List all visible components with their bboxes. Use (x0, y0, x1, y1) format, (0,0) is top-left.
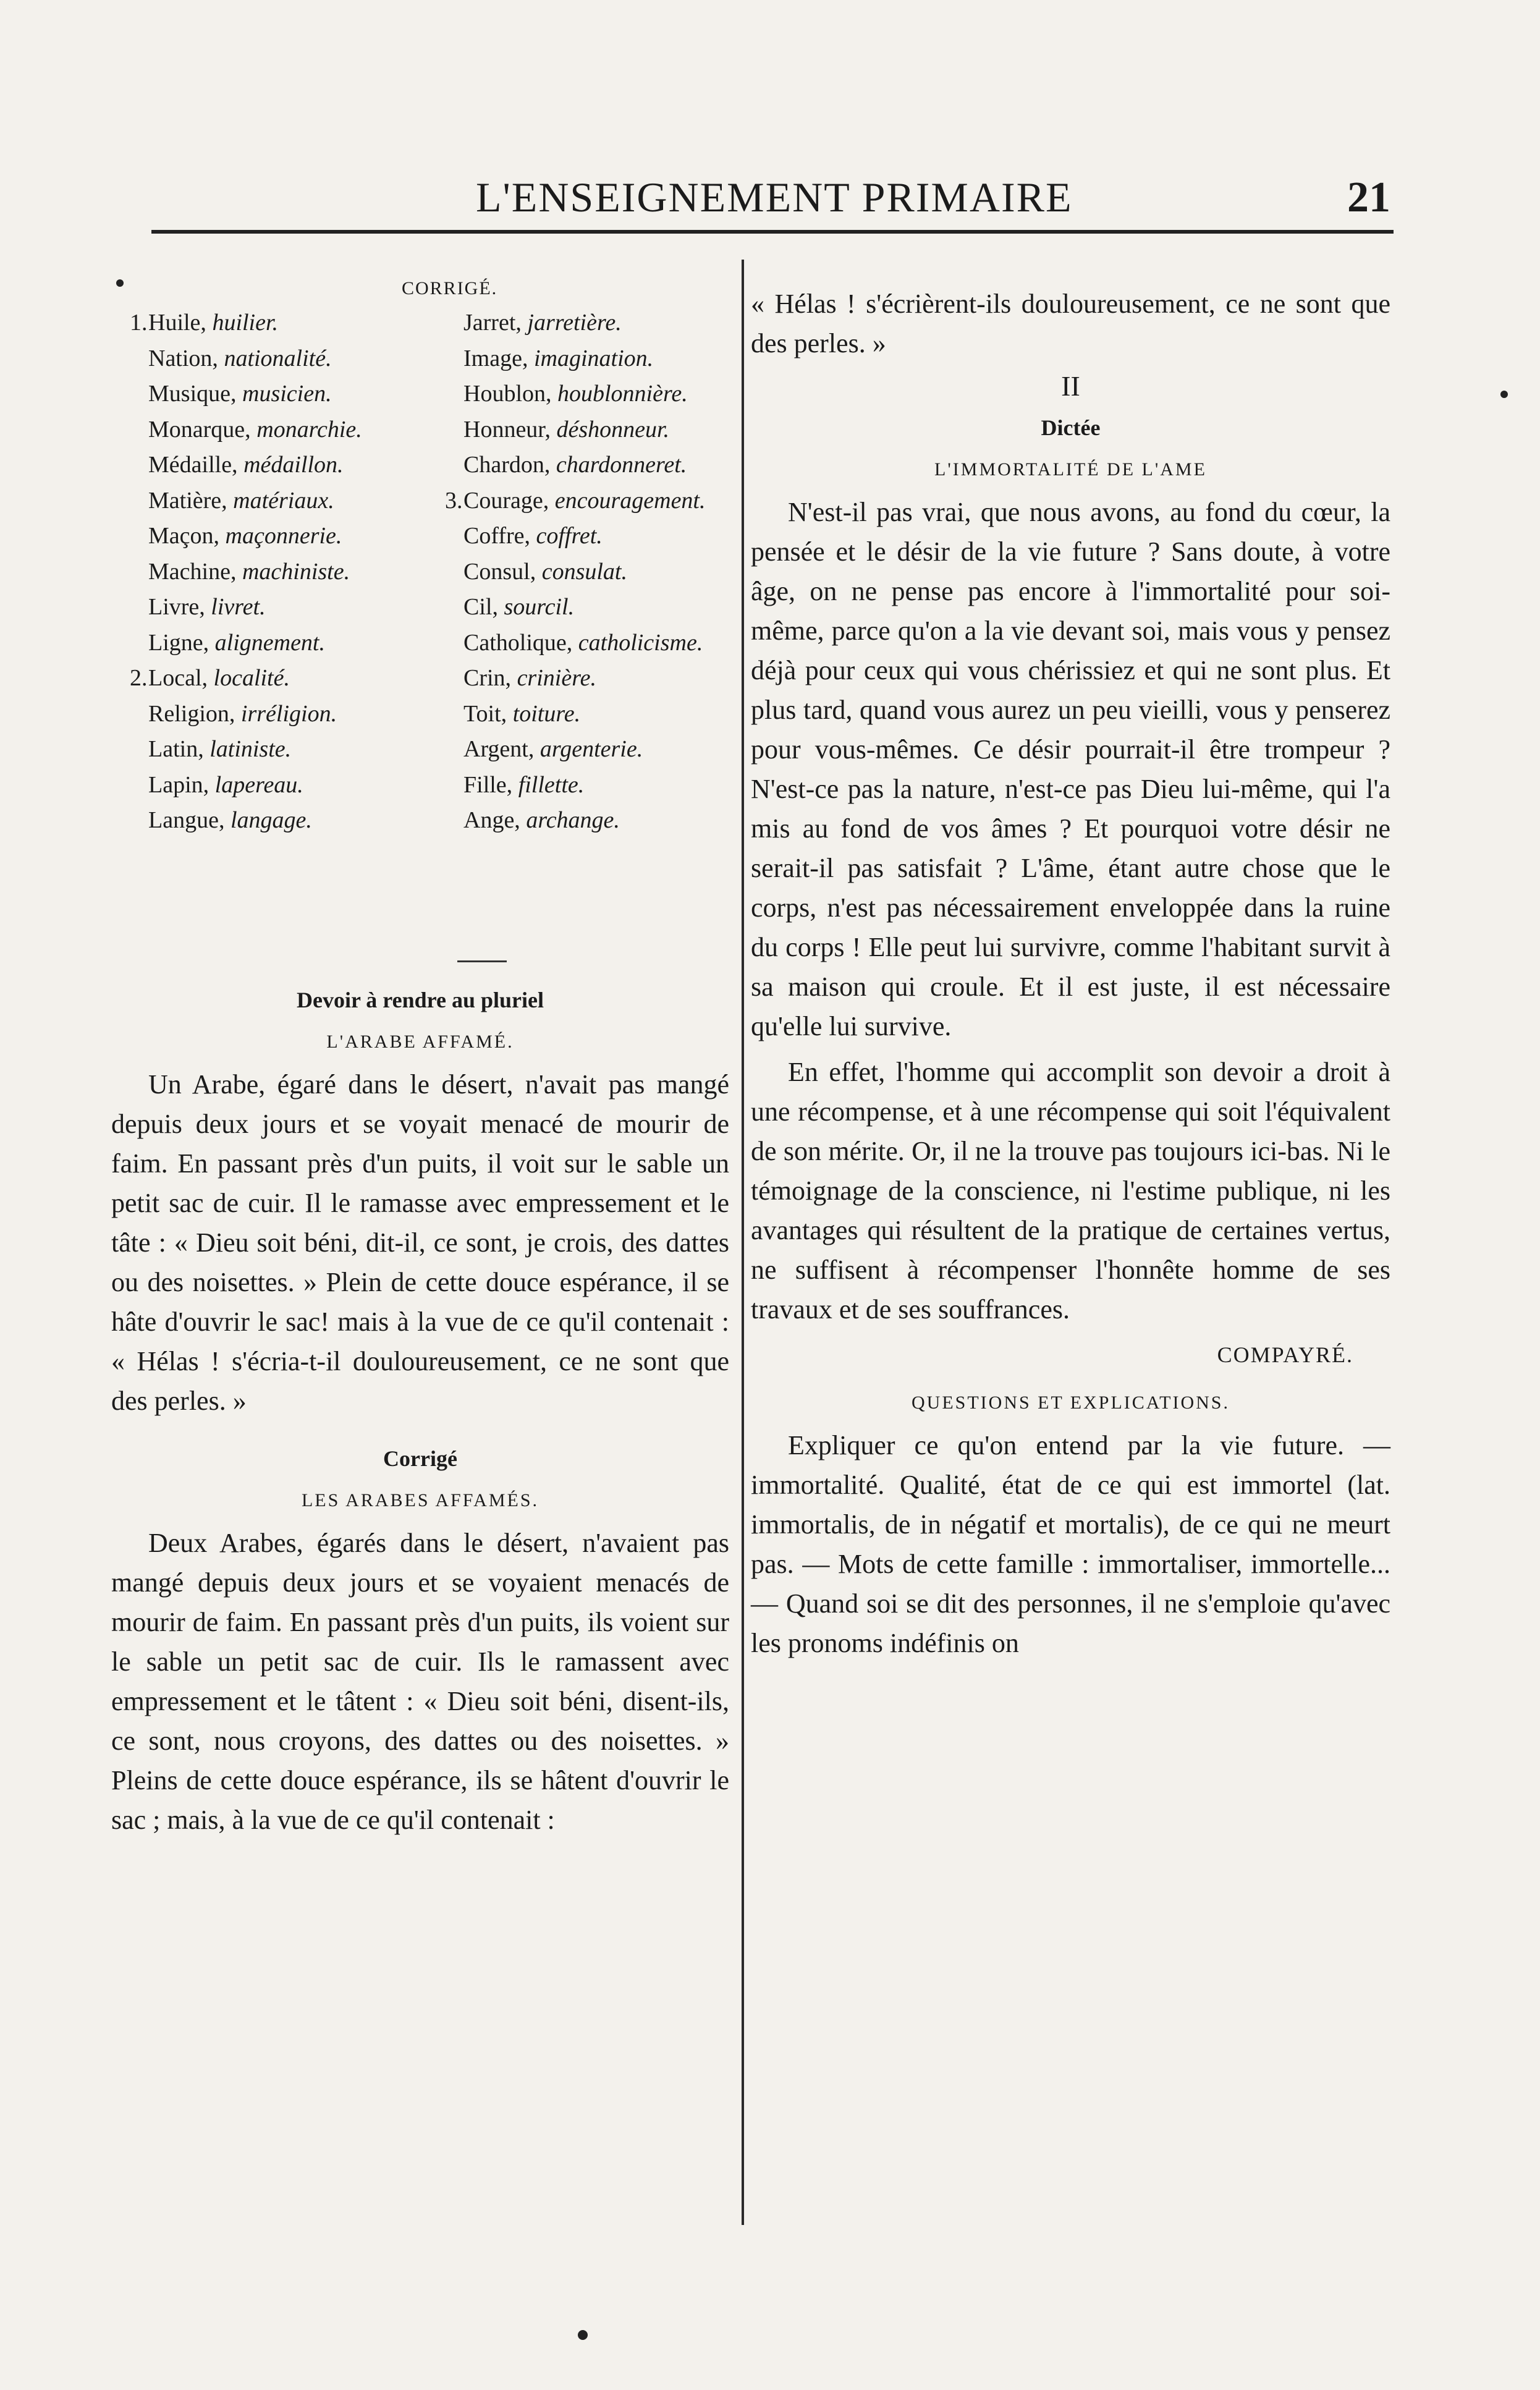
word-list-item (130, 803, 426, 839)
root-word: Crin, (463, 665, 512, 691)
dictee-subheading: L'IMMORTALITÉ DE L'AME (934, 459, 1207, 480)
word-list-item (130, 554, 426, 590)
word-list-column-b (445, 305, 742, 839)
word-list-item (130, 305, 426, 341)
word-list-number: 3. (445, 487, 463, 514)
root-word: Consul, (463, 558, 536, 585)
header-rule (151, 230, 1394, 234)
root-word: Langue, (148, 807, 225, 833)
derived-word: coffret. (536, 523, 603, 549)
section-number: II (1061, 370, 1080, 402)
corrige-label: CORRIGÉ. (402, 278, 498, 299)
derived-word: langage. (230, 807, 312, 833)
devoir-heading: Devoir à rendre au pluriel (297, 988, 544, 1012)
derived-word: matériaux. (233, 487, 334, 514)
questions-heading: QUESTIONS ET EXPLICATIONS. (912, 1392, 1230, 1413)
word-list-item (445, 376, 742, 412)
root-word: Courage, (463, 487, 549, 514)
word-list-item (445, 483, 742, 519)
word-list-item (130, 341, 426, 377)
derived-word: musicien. (242, 381, 332, 407)
word-list-column-a (130, 305, 426, 839)
corrige-text: Deux Arabes, égarés dans le désert, n'avaient pas mangé depuis deux jours et se voyaient menacés de mourir de faim. En passant près d'un puits, ils voient sur le sable un petit sac de cuir. Ils le ramassent avec empressement et le tâtent : « Dieu soit béni, disent-ils, ce sont, nous croyons, des dattes ou des noisettes. » Pleins de cette douce espérance, ils se hâtent d'ouvrir le sac ; mais, à la vue de ce qu'il contenait : (111, 1528, 729, 1835)
author-signature: COMPAYRÉ. (1217, 1342, 1353, 1367)
word-list-item (130, 412, 426, 448)
word-list-item (445, 554, 742, 590)
derived-word: machiniste. (242, 558, 350, 585)
derived-word: archange. (526, 807, 620, 833)
derived-word: latiniste. (209, 736, 292, 762)
word-list-item (130, 376, 426, 412)
derived-word: monarchie. (256, 416, 362, 443)
derived-word: fillette. (518, 771, 585, 798)
column-divider (742, 260, 744, 2225)
root-word: Chardon, (463, 452, 551, 478)
print-mark-dot (116, 279, 124, 287)
root-word: Machine, (148, 558, 237, 585)
devoir-subheading: L'ARABE AFFAMÉ. (326, 1032, 514, 1052)
word-list-item (130, 519, 426, 554)
word-list-item (445, 305, 742, 341)
short-rule (457, 960, 507, 962)
derived-word: houblonnière. (557, 381, 688, 407)
root-word: Livre, (148, 594, 205, 620)
root-word: Image, (463, 345, 528, 371)
root-word: Ange, (463, 807, 520, 833)
word-list-item (130, 661, 426, 697)
word-list-item (130, 483, 426, 519)
word-list-item (445, 768, 742, 803)
root-word: Catholique, (463, 629, 573, 656)
corrige-subheading: LES ARABES AFFAMÉS. (301, 1490, 539, 1511)
derived-word: crinière. (517, 665, 596, 691)
word-list-item (445, 447, 742, 483)
root-word: Argent, (463, 736, 535, 762)
word-list-item (445, 590, 742, 625)
root-word: Matière, (148, 487, 227, 514)
derived-word: imagination. (533, 345, 654, 371)
right-column (751, 260, 1390, 1663)
word-list-item (445, 732, 742, 768)
derived-word: sourcil. (504, 594, 575, 620)
word-list-item (445, 412, 742, 448)
journal-title: L'ENSEIGNEMENT PRIMAIRE (476, 174, 1073, 221)
root-word: Coffre, (463, 523, 530, 549)
derived-word: livret. (211, 594, 266, 620)
root-word: Houblon, (463, 381, 552, 407)
derived-word: jarretière. (527, 310, 622, 336)
word-list-item (130, 590, 426, 625)
root-word: Toit, (463, 700, 507, 727)
dictee-paragraph-1: N'est-il pas vrai, que nous avons, au fond du cœur, la pensée et le désir de la vie future ? Sans doute, à votre âge, on ne pense pas encore à l'immortalité pour soi-même, parce qu'on a la vie devant soi, mais vous y pensez déjà pour ceux qui vous chérissiez et qui ne sont plus. Et plus tard, quand vous aurez un peu vieilli, vous y penserez pour vous-mêmes. Ce désir pourrait-il être trompeur ? N'est-ce pas la nature, n'est-ce pas Dieu lui-même, qui l'a mis au fond de vos âmes ? Et pourquoi votre désir ne serait-il pas satisfait ? L'âme, étant autre chose que le corps, n'est pas nécessairement enveloppée dans la ruine du corps ! Elle peut lui survivre, comme l'habitant survit à sa maison qui croule. Et il est juste, il est nécessaire qu'elle lui survive. (751, 497, 1390, 1041)
word-list-item (445, 803, 742, 839)
print-mark-dot (578, 2330, 588, 2340)
word-list-number: 1. (130, 310, 148, 336)
derived-word: nationalité. (224, 345, 332, 371)
derived-word: irréligion. (240, 700, 337, 727)
page-number: 21 (1347, 174, 1390, 221)
derived-word: déshonneur. (556, 416, 670, 443)
root-word: Latin, (148, 736, 204, 762)
root-word: Fille, (463, 771, 513, 798)
print-mark-dot (1500, 391, 1508, 398)
root-word: Jarret, (463, 310, 522, 336)
root-word: Huile, (148, 310, 206, 336)
derived-word: argenterie. (539, 736, 643, 762)
root-word: Ligne, (148, 629, 209, 656)
word-list-item (130, 732, 426, 768)
root-word: Monarque, (148, 416, 251, 443)
derived-word: toiture. (512, 700, 581, 727)
root-word: Honneur, (463, 416, 551, 443)
questions-text: Expliquer ce qu'on entend par la vie future. — immortalité. Qualité, état de ce qui est immortel (lat. immortalis, de in négatif et mortalis), de ce qui ne meurt pas. — Mots de cette famille : immortaliser, immortelle... — Quand soi se dit des personnes, il ne s'emploie qu'avec les pronoms indéfinis on (751, 1430, 1390, 1658)
root-word: Maçon, (148, 523, 220, 549)
derived-word: huilier. (212, 310, 279, 336)
word-list-item (445, 625, 742, 661)
root-word: Local, (148, 665, 208, 691)
derived-word: catholicisme. (578, 629, 703, 656)
root-word: Médaille, (148, 452, 238, 478)
word-list-item (130, 625, 426, 661)
derived-word: encouragement. (554, 487, 706, 514)
continued-text: « Hélas ! s'écrièrent-ils douloureusement, ce ne sont que des perles. » (751, 289, 1390, 358)
derived-word: lapereau. (214, 771, 303, 798)
word-list-item (445, 341, 742, 377)
derived-word: chardonneret. (556, 452, 687, 478)
root-word: Lapin, (148, 771, 209, 798)
derived-word: médaillon. (243, 452, 344, 478)
word-list-item (130, 697, 426, 732)
root-word: Cil, (463, 594, 498, 620)
derived-word: alignement. (214, 629, 325, 656)
derived-word: localité. (213, 665, 290, 691)
word-list-item (445, 697, 742, 732)
word-list-number: 2. (130, 665, 148, 691)
root-word: Nation, (148, 345, 218, 371)
root-word: Religion, (148, 700, 235, 727)
devoir-text: Un Arabe, égaré dans le désert, n'avait pas mangé depuis deux jours et se voyait menacé de mourir de faim. En passant près d'un puits, il voit sur le sable un petit sac de cuir. Il le ramasse avec empressement et le tâte : « Dieu soit béni, dit-il, ce sont, je crois, des dattes ou des noisettes. » Plein de cette douce espérance, il se hâte d'ouvrir le sac! mais à la vue de ce qu'il contenait : « Hélas ! s'écria-t-il douloureusement, ce ne sont que des perles. » (111, 1069, 729, 1416)
dictee-paragraph-2: En effet, l'homme qui accomplit son devoir a droit à une récompense, et à une récompense qui soit l'équivalent de son mérite. Or, il ne la trouve pas toujours ici-bas. Ni le témoignage de la conscience, ni l'estime publique, ni les avantages qui résultent de la pratique de certaines vertus, ne suffisent à récompenser l'honnête homme de ses travaux et de ses souffrances. (751, 1057, 1390, 1324)
left-column (111, 260, 729, 1840)
corrige-heading: Corrigé (383, 1446, 457, 1471)
word-list (111, 305, 729, 960)
root-word: Musique, (148, 381, 237, 407)
derived-word: consulat. (541, 558, 627, 585)
word-list-item (445, 519, 742, 554)
derived-word: maçonnerie. (225, 523, 342, 549)
word-list-item (445, 661, 742, 697)
running-header (154, 173, 1390, 235)
word-list-item (130, 768, 426, 803)
dictee-heading: Dictée (1041, 415, 1101, 440)
word-list-item (130, 447, 426, 483)
